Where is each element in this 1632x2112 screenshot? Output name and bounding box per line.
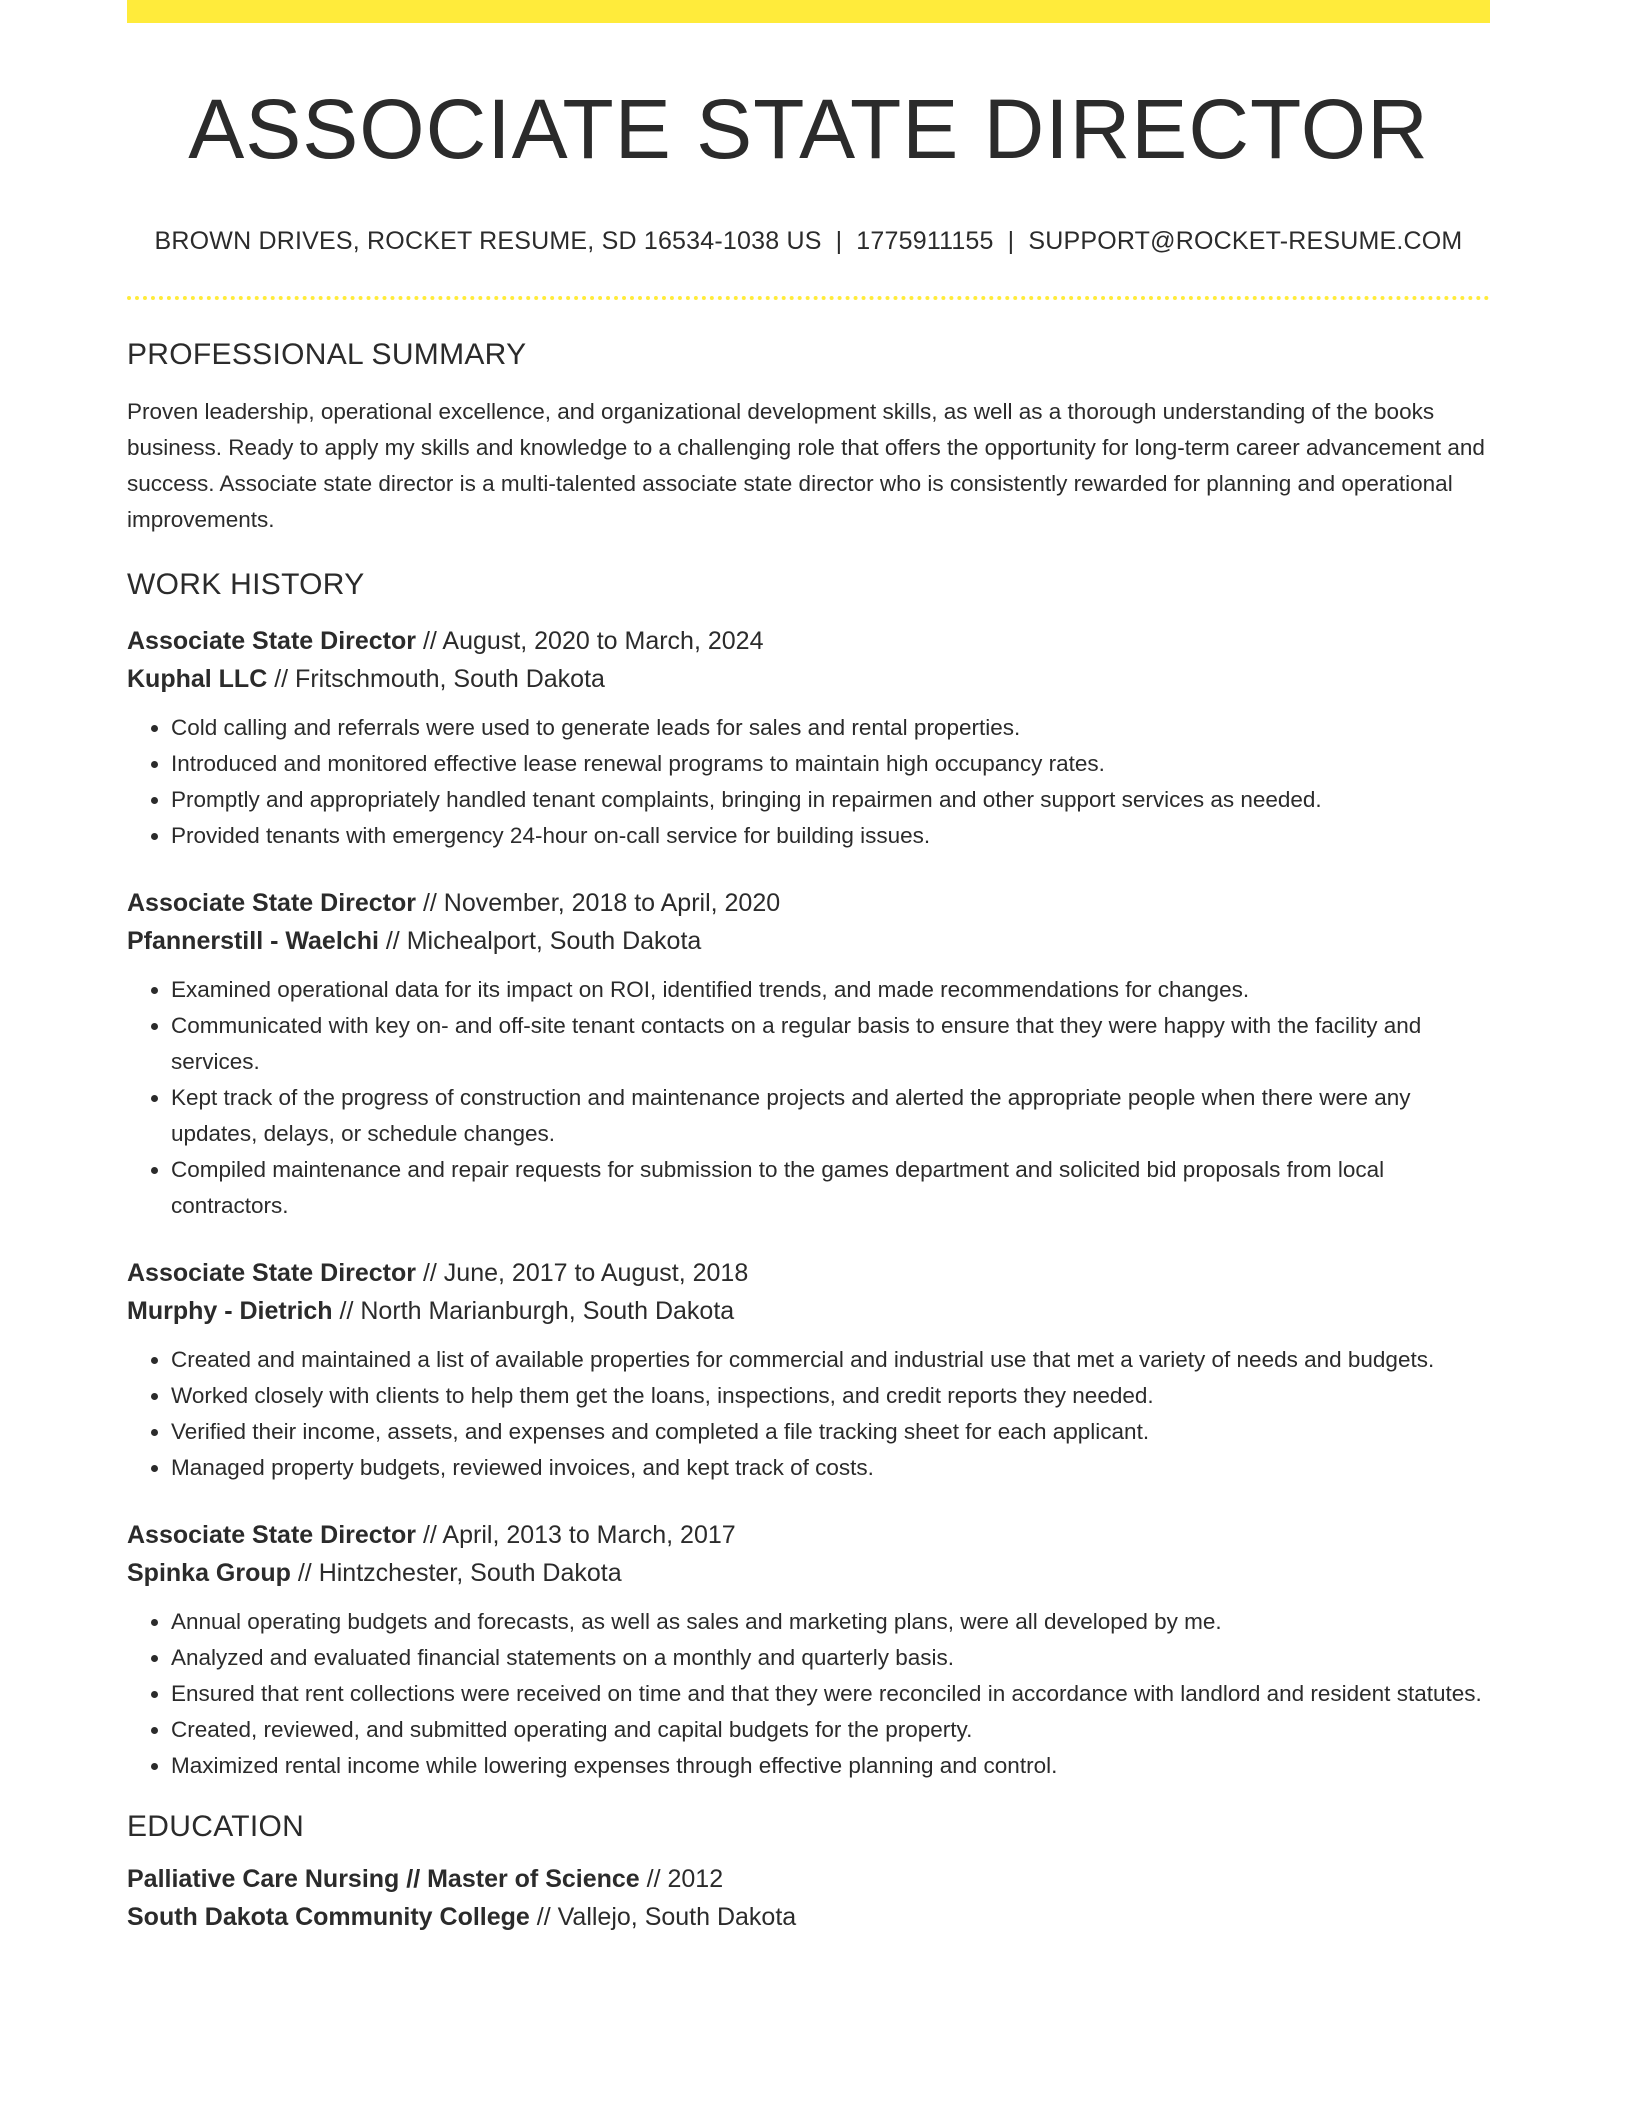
- job-location: // Michealport, South Dakota: [385, 927, 702, 956]
- list-item: • Kept track of the progress of construction and maintenance projects and alerted the appropriate people when there were any updates, delays, or schedule changes.: [171, 1080, 1490, 1152]
- list-item: • Verified their income, assets, and expenses and completed a file tracking sheet for each applicant.: [171, 1414, 1490, 1450]
- job-company-line: [127, 1292, 1490, 1330]
- list-item: • Worked closely with clients to help them get the loans, inspections, and credit reports they needed.: [171, 1378, 1490, 1414]
- list-item: • Maximized rental income while lowering expenses through effective planning and control.: [171, 1748, 1490, 1784]
- job-title-line: [127, 884, 1490, 922]
- job-title: Associate State Director: [127, 1259, 417, 1288]
- summary-text: Proven leadership, operational excellence, and organizational development skills, as well as a thorough understanding of the books business. Ready to apply my skills and knowledge to a challenging role that offers the opportunity for long-term career advancement and success. Associate state director is a multi-talented associate state director who is consistently rewarded for planning and operational improvements.: [127, 399, 1485, 533]
- list-item: • Annual operating budgets and forecasts, as well as sales and marketing plans, were all developed by me.: [171, 1604, 1490, 1640]
- dotted-divider: [127, 296, 1490, 300]
- list-item: • Communicated with key on- and off-site tenant contacts on a regular basis to ensure that they were happy with the facility and services.: [171, 1008, 1490, 1080]
- list-item: • Promptly and appropriately handled tenant complaints, bringing in repairmen and other support services as needed.: [171, 782, 1490, 818]
- job-company: Murphy - Dietrich: [127, 1297, 333, 1326]
- education-entry: [127, 1860, 1490, 1936]
- job-bullets: [127, 972, 1490, 1224]
- job-dates: // August, 2020 to March, 2024: [422, 627, 764, 656]
- job-dates: // April, 2013 to March, 2017: [422, 1521, 736, 1550]
- accent-bar: [127, 0, 1490, 23]
- summary-heading: PROFESSIONAL SUMMARY: [127, 338, 527, 372]
- separator: |: [1007, 227, 1015, 256]
- education-school-line: [127, 1898, 1490, 1936]
- list-item: • Introduced and monitored effective lease renewal programs to maintain high occupancy rates.: [171, 746, 1490, 782]
- job-company: Pfannerstill - Waelchi: [127, 927, 379, 956]
- list-item: • Cold calling and referrals were used to generate leads for sales and rental properties.: [171, 710, 1490, 746]
- education-heading: EDUCATION: [127, 1810, 305, 1844]
- list-item: • Provided tenants with emergency 24-hour on-call service for building issues.: [171, 818, 1490, 854]
- list-item: • Ensured that rent collections were received on time and that they were reconciled in accordance with landlord and resident statutes.: [171, 1676, 1490, 1712]
- separator: |: [835, 227, 843, 256]
- job-location: // Hintzchester, South Dakota: [297, 1559, 622, 1588]
- job-bullets: [127, 710, 1490, 854]
- job-dates: // November, 2018 to April, 2020: [422, 889, 781, 918]
- job-title: Associate State Director: [127, 627, 417, 656]
- education-location: // Vallejo, South Dakota: [536, 1903, 797, 1932]
- job-company-line: [127, 922, 1490, 960]
- job-title: Associate State Director: [127, 1521, 417, 1550]
- job-company-line: [127, 1554, 1490, 1592]
- job-entry: [127, 1254, 1490, 1486]
- list-item: • Created and maintained a list of available properties for commercial and industrial use that met a variety of needs and budgets.: [171, 1342, 1490, 1378]
- list-item: • Created, reviewed, and submitted operating and capital budgets for the property.: [171, 1712, 1490, 1748]
- job-dates: // June, 2017 to August, 2018: [422, 1259, 749, 1288]
- phone-text: 1775911155: [856, 227, 994, 256]
- job-entry: [127, 884, 1490, 1224]
- job-entry: [127, 622, 1490, 854]
- resume-page: [127, 0, 1490, 1936]
- list-item: • Analyzed and evaluated financial statements on a monthly and quarterly basis.: [171, 1640, 1490, 1676]
- job-bullets: [127, 1342, 1490, 1486]
- job-company: Kuphal LLC: [127, 665, 268, 694]
- job-entry: [127, 1516, 1490, 1784]
- education-degree: Palliative Care Nursing // Master of Science: [127, 1865, 640, 1894]
- resume-title: ASSOCIATE STATE DIRECTOR: [188, 82, 1429, 176]
- job-bullets: [127, 1604, 1490, 1784]
- job-title-line: [127, 622, 1490, 660]
- job-company-line: [127, 660, 1490, 698]
- education-school: South Dakota Community College: [127, 1903, 530, 1932]
- job-location: // Fritschmouth, South Dakota: [274, 665, 605, 694]
- education-year: // 2012: [646, 1865, 724, 1894]
- address-text: BROWN DRIVES, ROCKET RESUME, SD 16534-1038 US: [154, 227, 822, 256]
- list-item: • Managed property budgets, reviewed invoices, and kept track of costs.: [171, 1450, 1490, 1486]
- list-item: • Examined operational data for its impact on ROI, identified trends, and made recommendations for changes.: [171, 972, 1490, 1008]
- job-location: // North Marianburgh, South Dakota: [339, 1297, 735, 1326]
- job-title-line: [127, 1254, 1490, 1292]
- job-title: Associate State Director: [127, 889, 417, 918]
- contact-line: [127, 227, 1490, 256]
- email-link[interactable]: SUPPORT@ROCKET-RESUME.COM: [1028, 227, 1463, 256]
- work-history-heading: WORK HISTORY: [127, 568, 365, 602]
- list-item: • Compiled maintenance and repair requests for submission to the games department and solicited bid proposals from local contractors.: [171, 1152, 1490, 1224]
- education-degree-line: [127, 1860, 1490, 1898]
- job-title-line: [127, 1516, 1490, 1554]
- job-company: Spinka Group: [127, 1559, 291, 1588]
